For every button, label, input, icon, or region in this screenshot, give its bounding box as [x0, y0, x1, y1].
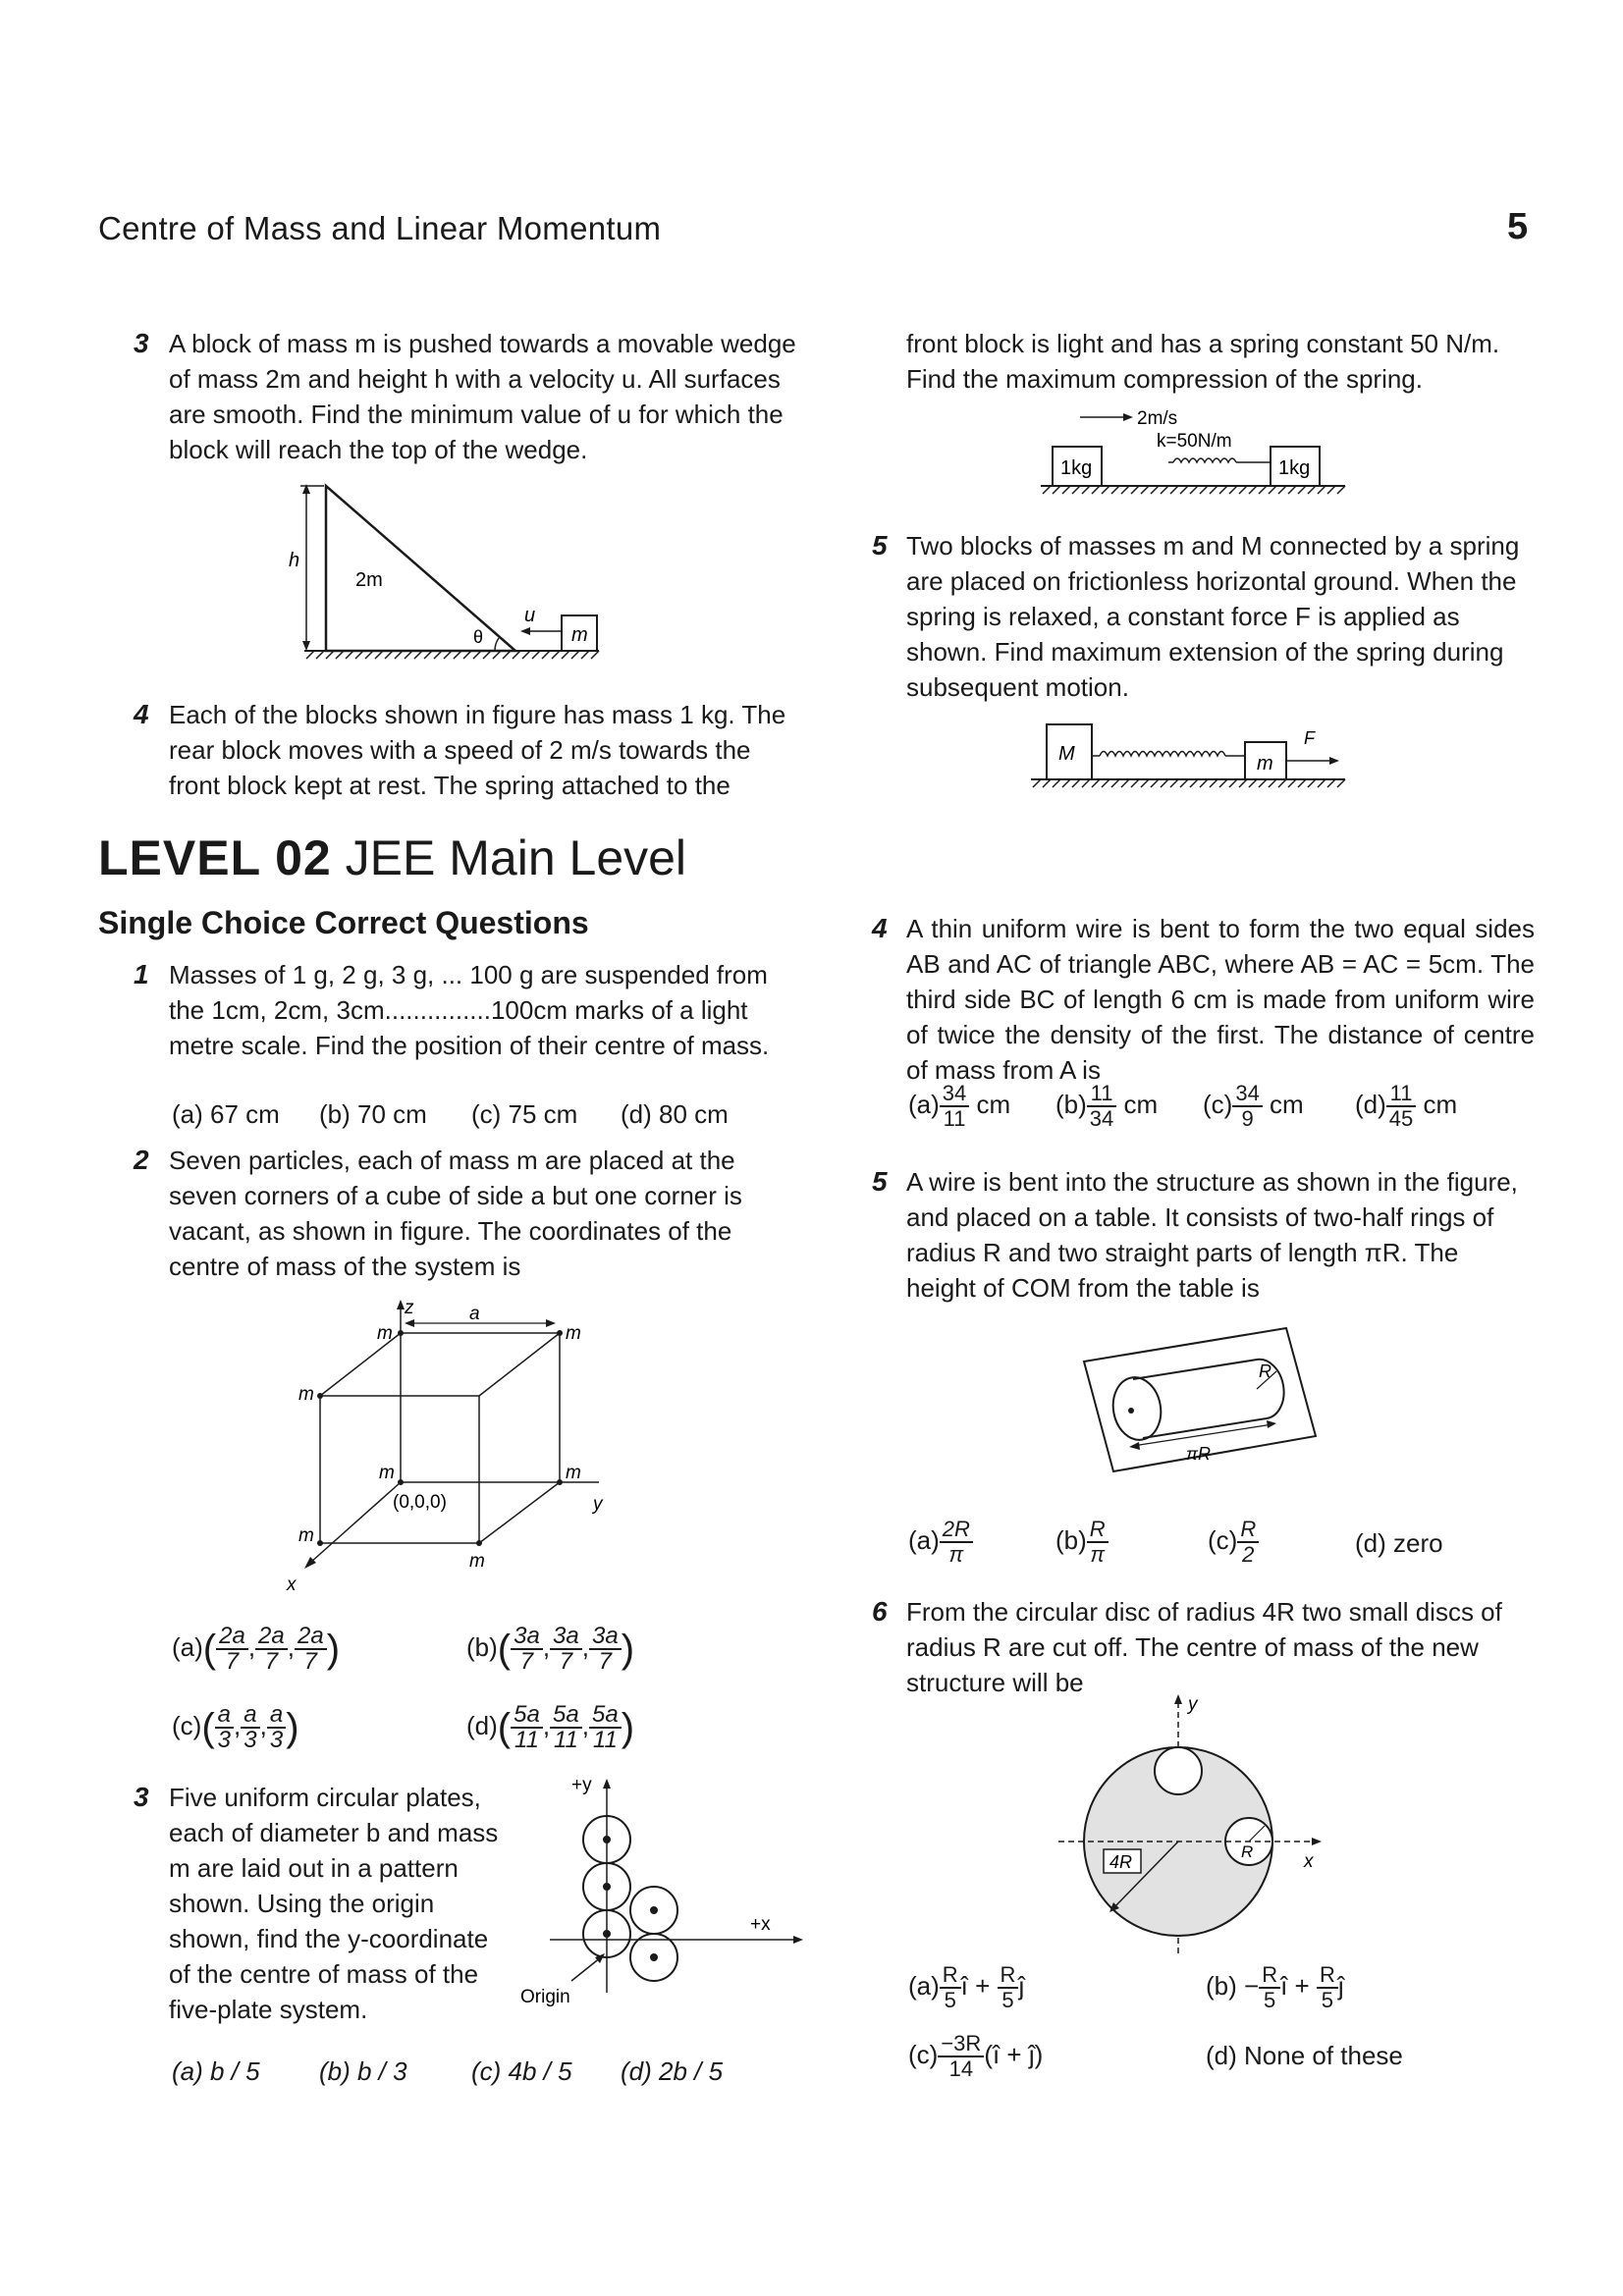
- option-c[interactable]: [1208, 1518, 1259, 1567]
- option-label: (d): [1355, 1089, 1386, 1119]
- question-number: 4: [872, 913, 888, 943]
- front-block-label: 1kg: [1278, 457, 1311, 479]
- denominator: 7: [519, 1648, 534, 1675]
- numerator: 2R: [940, 1518, 973, 1543]
- question-text-continued: front block is light and has a spring constant 50 N/m. Find the maximum compression of the spring.: [906, 329, 1500, 394]
- spring-blocks-figure: [1031, 407, 1355, 506]
- numerator: 34: [1232, 1082, 1262, 1107]
- svg-text:m: m: [469, 1551, 485, 1572]
- paren: (: [497, 1628, 512, 1671]
- numerator: a: [267, 1703, 286, 1729]
- level-label: LEVEL 02: [98, 830, 332, 885]
- option-text: (d) None of these: [1206, 2041, 1403, 2070]
- numerator: 3a: [589, 1625, 622, 1650]
- numerator: 5a: [511, 1703, 543, 1729]
- running-header-title: Centre of Mass and Linear Momentum: [98, 210, 662, 246]
- unit: cm: [1416, 1089, 1458, 1119]
- plus-x-label: +x: [750, 1914, 771, 1935]
- wedge-figure: [285, 476, 609, 667]
- option-label: (a): [172, 1631, 203, 1662]
- question-text: Each of the blocks shown in figure has mass 1 kg. The rear block moves with a speed of 2 m/s towards the front block kept at rest. The spring attached to the: [169, 700, 786, 800]
- coordinate-fraction: [241, 1703, 259, 1752]
- option-c[interactable]: (c) 4b / 5: [471, 2056, 572, 2086]
- option-a[interactable]: (a) 67 cm: [172, 1099, 280, 1129]
- numerator: 3a: [511, 1625, 543, 1650]
- numerator: −3R: [938, 2032, 984, 2057]
- numerator: R: [1087, 1518, 1109, 1543]
- height-fraction: [1237, 1518, 1259, 1567]
- side-length-label: a: [469, 1304, 480, 1324]
- option-a[interactable]: [908, 1963, 1024, 2012]
- numerator: 11: [1087, 1082, 1116, 1107]
- spring-force-figure: [1021, 717, 1355, 795]
- numerator: R: [998, 1963, 1019, 1989]
- numerator: 11: [1386, 1082, 1416, 1107]
- option-b[interactable]: [1055, 1082, 1158, 1131]
- numerator: 3a: [550, 1625, 582, 1650]
- option-b[interactable]: [1055, 1518, 1109, 1567]
- fraction: [1259, 1963, 1280, 2012]
- option-c[interactable]: [172, 1703, 299, 1752]
- question-number: 6: [872, 1596, 888, 1627]
- numerator: R: [1237, 1518, 1259, 1543]
- question-number: 3: [134, 1782, 149, 1812]
- option-label: (a): [908, 1524, 940, 1555]
- option-c[interactable]: [908, 2032, 1043, 2081]
- question-number: 5: [872, 1166, 888, 1197]
- paren: ): [286, 1706, 299, 1749]
- height-fraction: [940, 1518, 973, 1567]
- distance-fraction: [1232, 1082, 1262, 1131]
- option-a[interactable]: (a) b / 5: [172, 2056, 260, 2086]
- comma: ,: [542, 1631, 551, 1662]
- numerator: R: [1317, 1963, 1338, 1989]
- question-text: Seven particles, each of mass m are placed at the seven corners of a cube of side a but one corner is vacant, as shown in figure. The coordinates of the centre of mass of the system is: [169, 1146, 742, 1281]
- option-label: (c): [908, 2039, 939, 2069]
- option-b[interactable]: (b) b / 3: [319, 2056, 407, 2086]
- question-text: From the circular disc of radius 4R two small discs of radius R are cut off. The centre of mass of the new structure will be: [906, 1597, 1502, 1697]
- fraction: [998, 1963, 1019, 2012]
- paren: ): [326, 1628, 341, 1671]
- question-number: 2: [134, 1145, 149, 1175]
- option-label: (c): [1208, 1524, 1238, 1555]
- force-label: F: [1304, 728, 1315, 748]
- svg-text:m: m: [377, 1323, 393, 1344]
- unit: cm: [1116, 1089, 1159, 1119]
- cube-figure: [275, 1296, 638, 1600]
- denominator: 11: [514, 1727, 539, 1753]
- question-text: Five uniform circular plates, each of diameter b and mass m are laid out in a pattern shown. Using the origin shown, find the y-coordinate of the centre of mass of the five-plate system.: [169, 1783, 499, 2024]
- option-a[interactable]: [172, 1625, 340, 1674]
- origin-label: Origin: [520, 1987, 570, 2007]
- option-label: (b): [466, 1631, 498, 1662]
- level-heading: [98, 829, 686, 886]
- paren: (: [202, 1628, 217, 1671]
- option-a[interactable]: [908, 1518, 973, 1567]
- option-d[interactable]: [1355, 1527, 1443, 1559]
- option-label: (a): [908, 1970, 940, 2001]
- velocity-label: u: [524, 605, 536, 626]
- denominator: 45: [1388, 1106, 1414, 1131]
- coordinate-fraction: [511, 1703, 543, 1752]
- denominator: 7: [559, 1648, 573, 1675]
- disc-figure: [1041, 1688, 1335, 1963]
- distance-fraction: [1386, 1082, 1416, 1131]
- fraction: [940, 1963, 961, 2012]
- comma: ,: [542, 1710, 551, 1740]
- coordinate-fraction: [511, 1625, 543, 1674]
- unit: cm: [969, 1089, 1011, 1119]
- option-label: (d): [466, 1710, 498, 1740]
- svg-text:m: m: [566, 1463, 581, 1483]
- denominator: 11: [592, 1727, 618, 1753]
- level-subtitle: JEE Main Level: [345, 830, 687, 885]
- option-d[interactable]: (d) 2b / 5: [621, 2056, 724, 2086]
- coordinate-fraction: [216, 1625, 248, 1674]
- denominator: 3: [243, 1727, 257, 1753]
- coordinate-fraction: [215, 1703, 234, 1752]
- comma: ,: [287, 1631, 295, 1662]
- unit-vector-i: î: [960, 1970, 968, 2001]
- question-text: A thin uniform wire is bent to form the two equal sides AB and AC of triangle ABC, where AB = AC = 5cm. The third side BC of length 6 cm is made from uniform wire of twice the density of the first. The distance of centre of mass from A is: [906, 914, 1535, 1085]
- denominator: 14: [948, 2056, 974, 2081]
- unit-vector-j: ĵ: [1018, 1970, 1025, 2001]
- numerator: R: [1259, 1963, 1280, 1989]
- denominator: 2: [1242, 1542, 1255, 1567]
- option-label: (c): [172, 1710, 202, 1740]
- option-d[interactable]: (d) 80 cm: [621, 1099, 729, 1129]
- coordinate-fraction: [589, 1625, 622, 1674]
- unit-vector-i: î: [1280, 1970, 1288, 2001]
- unit: cm: [1262, 1089, 1304, 1119]
- coordinate-fraction: [267, 1703, 286, 1752]
- radius-label: R: [1259, 1362, 1271, 1381]
- distance-fraction: [940, 1082, 969, 1131]
- option-c[interactable]: [1203, 1082, 1304, 1131]
- option-b[interactable]: [466, 1625, 634, 1674]
- speed-label: 2m/s: [1137, 408, 1178, 429]
- denominator: 11: [943, 1106, 966, 1131]
- coordinate-fraction: [589, 1703, 622, 1752]
- comma: ,: [259, 1710, 267, 1740]
- question-text: Masses of 1 g, 2 g, 3 g, ... 100 g are suspended from the 1cm, 2cm, 3cm...............100cm marks of a light metre scale. Find the position of their centre of mass.: [169, 960, 770, 1060]
- denominator: 3: [269, 1727, 284, 1753]
- denominator: π: [948, 1542, 964, 1567]
- wedge-mass-label: 2m: [355, 569, 383, 591]
- comma: ,: [234, 1710, 242, 1740]
- numerator: a: [241, 1703, 259, 1729]
- option-label: (c): [1203, 1089, 1233, 1119]
- comma: ,: [581, 1710, 589, 1740]
- straight-length-label: πR: [1186, 1444, 1212, 1464]
- option-label: (b) −: [1206, 1970, 1260, 2001]
- denominator: 7: [225, 1648, 240, 1675]
- question-text: Two blocks of masses m and M connected by a spring are placed on frictionless horizontal ground. When the spring is relaxed, a constant force F is applied as shown. Find maximum extension of the spring during subsequent motion.: [906, 531, 1520, 702]
- height-label: h: [289, 550, 300, 571]
- fraction: [1317, 1963, 1338, 2012]
- unit-vector-sum: (î + ĵ): [984, 2039, 1044, 2069]
- question-text: A wire is bent into the structure as shown in the figure, and placed on a table. It consists of two-half rings of radius R and two straight parts of length πR. The height of COM from the table is: [906, 1167, 1518, 1303]
- y-axis-label: y: [1188, 1694, 1198, 1715]
- numerator: 2a: [295, 1625, 327, 1650]
- svg-text:m: m: [298, 1525, 314, 1546]
- angle-label: θ: [473, 627, 484, 647]
- paren: (: [201, 1706, 215, 1749]
- mass-M-label: M: [1058, 743, 1075, 765]
- denominator: 5: [1264, 1988, 1276, 2012]
- coordinate-fraction: [550, 1625, 582, 1674]
- denominator: 5: [944, 1988, 956, 2012]
- denominator: 7: [303, 1648, 318, 1675]
- plus: +: [1287, 1970, 1317, 2001]
- numerator: 2a: [255, 1625, 288, 1650]
- option-d[interactable]: [466, 1703, 634, 1752]
- numerator: 5a: [589, 1703, 622, 1729]
- plates-figure: [511, 1767, 805, 2022]
- half-rings-figure: [1070, 1320, 1325, 1487]
- option-label: (d): [1355, 1528, 1386, 1558]
- option-d[interactable]: [1355, 1082, 1457, 1131]
- denominator: π: [1090, 1542, 1106, 1567]
- x-axis-label: x: [287, 1575, 297, 1595]
- question-number: 4: [134, 699, 149, 729]
- coordinate-fraction: [295, 1625, 327, 1674]
- paren: (: [497, 1706, 512, 1749]
- z-axis-label: z: [405, 1298, 414, 1318]
- numerator: R: [940, 1963, 961, 1989]
- height-fraction: [1087, 1518, 1109, 1567]
- mass-m-label: m: [1257, 753, 1273, 774]
- option-a[interactable]: [908, 1082, 1010, 1131]
- denominator: 7: [264, 1648, 279, 1675]
- denominator: 5: [1321, 1988, 1334, 2012]
- option-c[interactable]: (c) 75 cm: [471, 1099, 578, 1129]
- svg-text:m: m: [379, 1463, 395, 1483]
- numerator: a: [215, 1703, 234, 1729]
- spring-constant-label: k=50N/m: [1157, 431, 1232, 452]
- plus-y-label: +y: [571, 1775, 592, 1795]
- option-text: zero: [1385, 1528, 1443, 1558]
- option-label: (a): [908, 1089, 940, 1119]
- question-number: 3: [134, 328, 149, 358]
- question-number: 1: [134, 959, 149, 989]
- small-radius-label: R: [1241, 1842, 1254, 1861]
- x-axis-label: x: [1304, 1851, 1314, 1872]
- option-label: (b): [1055, 1089, 1087, 1119]
- fraction: [938, 2032, 984, 2081]
- denominator: 34: [1089, 1106, 1114, 1131]
- paren: ): [621, 1628, 635, 1671]
- big-radius-label: 4R: [1109, 1852, 1133, 1872]
- denominator: 11: [553, 1727, 578, 1753]
- comma: ,: [247, 1631, 256, 1662]
- denominator: 5: [1001, 1988, 1014, 2012]
- paren: ): [621, 1706, 635, 1749]
- plus: +: [967, 1970, 998, 2001]
- denominator: 3: [217, 1727, 232, 1753]
- numerator: 34: [940, 1082, 969, 1107]
- unit-vector-j: ĵ: [1337, 1970, 1344, 2001]
- coordinate-fraction: [255, 1625, 288, 1674]
- distance-fraction: [1087, 1082, 1116, 1131]
- option-d[interactable]: [1206, 2040, 1403, 2071]
- svg-text:m: m: [298, 1384, 314, 1405]
- y-axis-label: y: [593, 1494, 603, 1515]
- question-number: 5: [872, 530, 888, 561]
- coordinate-fraction: [550, 1703, 582, 1752]
- denominator: 9: [1241, 1106, 1254, 1131]
- option-b[interactable]: (b) 70 cm: [319, 1099, 427, 1129]
- svg-text:m: m: [566, 1323, 581, 1344]
- option-b[interactable]: [1206, 1963, 1344, 2012]
- origin-label: (0,0,0): [393, 1492, 447, 1513]
- comma: ,: [581, 1631, 589, 1662]
- numerator: 5a: [550, 1703, 582, 1729]
- option-label: (b): [1055, 1524, 1087, 1555]
- block-mass-label: m: [571, 624, 588, 646]
- rear-block-label: 1kg: [1060, 457, 1093, 479]
- denominator: 7: [598, 1648, 613, 1675]
- question-text: A block of mass m is pushed towards a movable wedge of mass 2m and height h with a velocity u. All surfaces are smooth. Find the minimum value of u for which the block will reach the top of the wedge.: [169, 329, 796, 464]
- section-heading: Single Choice Correct Questions: [98, 905, 589, 940]
- page-number: 5: [1507, 206, 1529, 247]
- numerator: 2a: [216, 1625, 248, 1650]
